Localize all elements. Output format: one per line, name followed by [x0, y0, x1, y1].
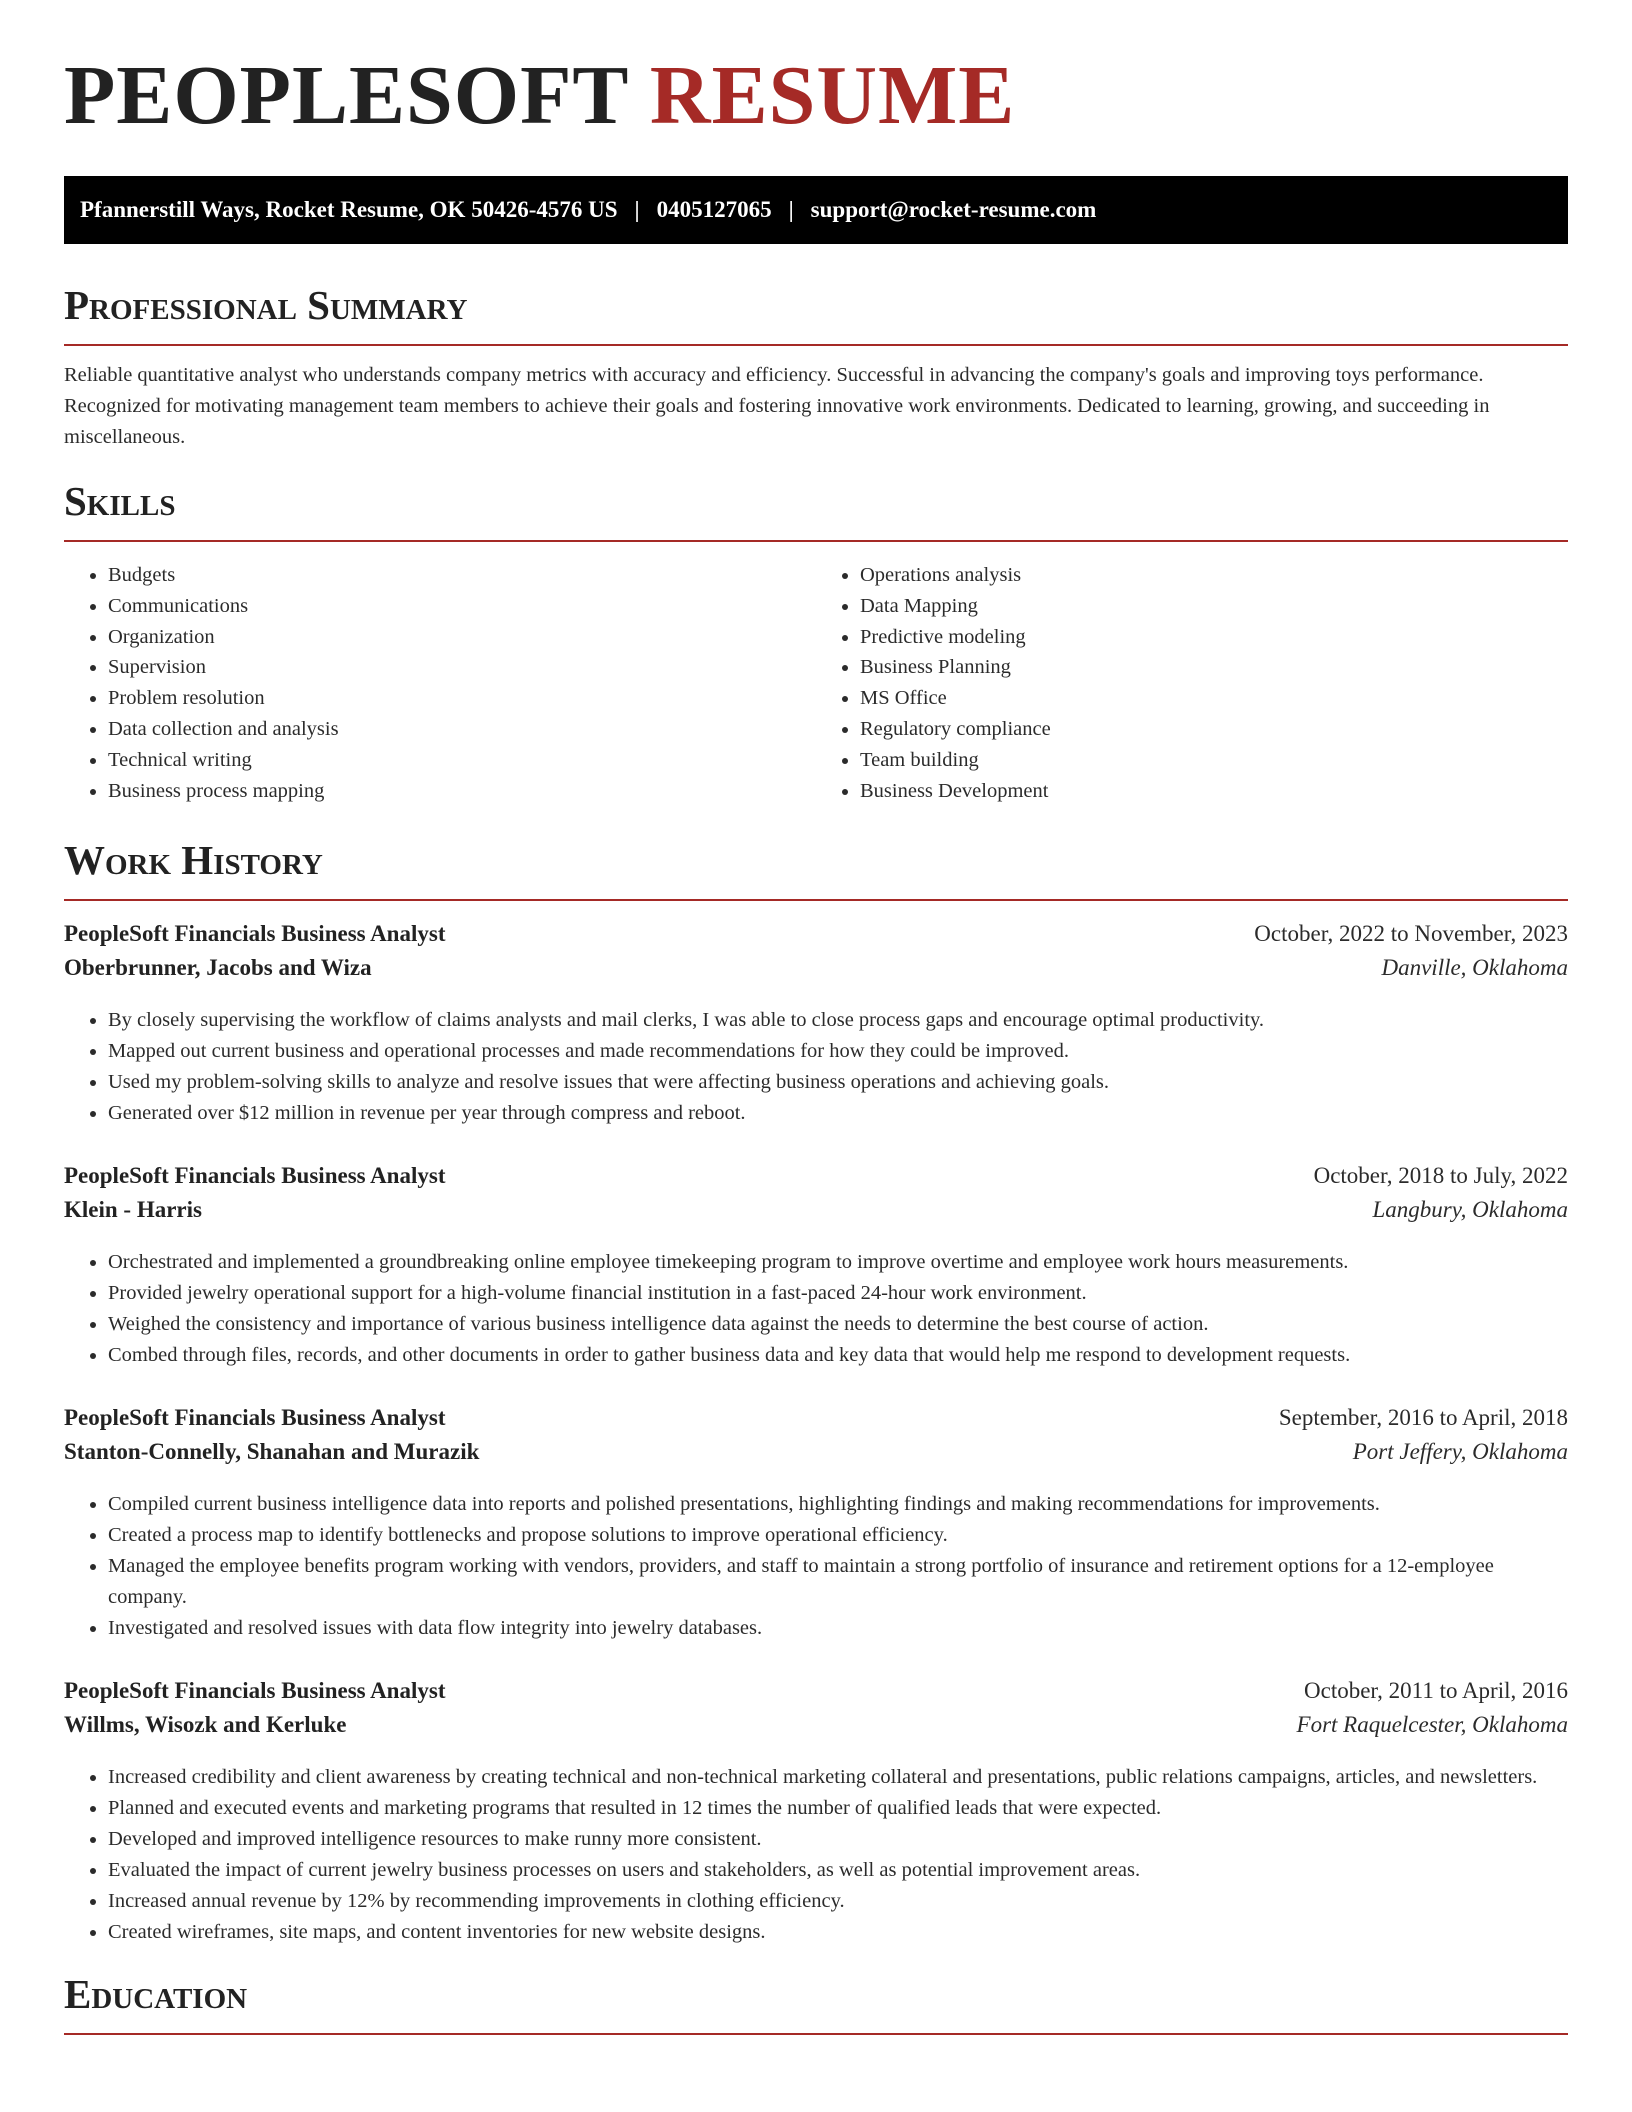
job-bullet: • Planned and executed events and marketing programs that resulted in 12 times the number of qualified leads that were expected. — [108, 1793, 1568, 1824]
contact-address: Pfannerstill Ways, Rocket Resume, OK 50426-4576 US — [80, 197, 618, 222]
job-bullet: • Evaluated the impact of current jewelry business processes on users and stakeholders, as well as potential improvement areas. — [108, 1855, 1568, 1886]
job-company: Klein - Harris — [64, 1197, 202, 1223]
job-bullet: • Created wireframes, site maps, and content inventories for new website designs. — [108, 1917, 1568, 1948]
job-entry — [64, 1405, 1568, 1644]
skill-item: • Operations analysis — [860, 560, 1568, 591]
job-bullet: • Investigated and resolved issues with data flow integrity into jewelry databases. — [108, 1613, 1568, 1644]
summary-section — [64, 282, 1568, 453]
job-title: PeopleSoft Financials Business Analyst — [64, 1163, 446, 1189]
skills-section — [64, 478, 1568, 806]
job-title: PeopleSoft Financials Business Analyst — [64, 1405, 446, 1431]
skill-item: • Organization — [108, 622, 816, 653]
section-heading-skills: Skills — [64, 478, 176, 524]
job-subheader — [64, 955, 1568, 991]
skill-item: • Problem resolution — [108, 683, 816, 714]
education-section — [64, 1971, 1568, 2035]
job-dates: September, 2016 to April, 2018 — [1278, 1405, 1568, 1431]
job-bullet: • By closely supervising the workflow of claims analysts and mail clerks, I was able to close process gaps and encourage optimal productivity. — [108, 1005, 1568, 1036]
skill-item: • Predictive modeling — [860, 622, 1568, 653]
job-bullet: • Compiled current business intelligence data into reports and polished presentations, highlighting findings and making recommendations for improvements. — [108, 1489, 1568, 1520]
contact-bar — [64, 176, 1568, 244]
job-subheader — [64, 1712, 1568, 1748]
skill-item: • Business Planning — [860, 652, 1568, 683]
job-header — [64, 1163, 1568, 1197]
job-bullet: • Orchestrated and implemented a groundbreaking online employee timekeeping program to improve overtime and employee work hours measurements. — [108, 1247, 1568, 1278]
job-location: Langbury, Oklahoma — [1372, 1197, 1568, 1223]
contact-email[interactable]: support@rocket-resume.com — [810, 197, 1097, 222]
job-bullet: • Used my problem-solving skills to analyze and resolve issues that were affecting business operations and achieving goals. — [108, 1067, 1568, 1098]
job-entry — [64, 1678, 1568, 1948]
job-location: Danville, Oklahoma — [1381, 955, 1568, 981]
job-bullet: • Weighed the consistency and importance of various business intelligence data against the needs to determine the best course of action. — [108, 1309, 1568, 1340]
skill-item: • Technical writing — [108, 745, 816, 776]
job-bullet: • Provided jewelry operational support for a high-volume financial institution in a fast-paced 24-hour work environment. — [108, 1278, 1568, 1309]
job-title: PeopleSoft Financials Business Analyst — [64, 921, 446, 947]
section-divider — [64, 540, 1568, 542]
skills-column-left — [64, 560, 816, 806]
skill-item: • Data Mapping — [860, 591, 1568, 622]
contact-phone: 0405127065 — [656, 197, 772, 222]
skills-list — [64, 560, 1568, 806]
title-main: PEOPLESOFT — [64, 49, 628, 142]
job-header — [64, 1678, 1568, 1712]
job-bullet: • Increased credibility and client awareness by creating technical and non-technical marketing collateral and presentations, public relations campaigns, articles, and newsletters. — [108, 1762, 1568, 1793]
job-bullet: • Increased annual revenue by 12% by recommending improvements in clothing efficiency. — [108, 1886, 1568, 1917]
job-company: Stanton-Connelly, Shanahan and Murazik — [64, 1439, 480, 1465]
skill-item: • Budgets — [108, 560, 816, 591]
job-bullet: • Mapped out current business and operational processes and made recommendations for how they could be improved. — [108, 1036, 1568, 1067]
job-bullet: • Managed the employee benefits program working with vendors, providers, and staff to maintain a strong portfolio of insurance and retirement options for a 12-employee company. — [108, 1551, 1568, 1613]
job-entry — [64, 1163, 1568, 1371]
skills-column-right — [816, 560, 1568, 806]
job-dates: October, 2011 to April, 2016 — [1304, 1678, 1568, 1704]
skill-item: • Business process mapping — [108, 776, 816, 807]
job-subheader — [64, 1197, 1568, 1233]
work-history-section — [64, 837, 1568, 1948]
skill-item: • Communications — [108, 591, 816, 622]
summary-text: Reliable quantitative analyst who understands company metrics with accuracy and efficiency. Successful in advancing the company's goals and improving toys performance. Recognized for motivating management team members to achieve their goals and fostering innovative work environments. Dedicated to learning, growing, and succeeding in miscellaneous. — [64, 364, 1490, 448]
job-company: Oberbrunner, Jacobs and Wiza — [64, 955, 372, 981]
job-location: Fort Raquelcester, Oklahoma — [1296, 1712, 1568, 1738]
section-heading-summary: Professional Summary — [64, 282, 468, 328]
job-bullet: • Created a process map to identify bottlenecks and propose solutions to improve operational efficiency. — [108, 1520, 1568, 1551]
section-heading-work-history: Work History — [64, 837, 323, 884]
skill-item: • Supervision — [108, 652, 816, 683]
job-dates: October, 2022 to November, 2023 — [1254, 921, 1568, 947]
job-dates: October, 2018 to July, 2022 — [1313, 1163, 1568, 1189]
skill-item: • Business Development — [860, 776, 1568, 807]
job-bullet: • Generated over $12 million in revenue per year through compress and reboot. — [108, 1098, 1568, 1129]
skill-item: • MS Office — [860, 683, 1568, 714]
job-entry — [64, 921, 1568, 1129]
job-header — [64, 921, 1568, 955]
section-divider — [64, 899, 1568, 901]
section-divider — [64, 344, 1568, 346]
contact-separator: | — [788, 197, 794, 222]
job-title: PeopleSoft Financials Business Analyst — [64, 1678, 446, 1704]
job-bullets — [64, 1005, 1568, 1129]
section-heading-education: Education — [64, 1971, 248, 2018]
job-company: Willms, Wisozk and Kerluke — [64, 1712, 347, 1738]
skill-item: • Regulatory compliance — [860, 714, 1568, 745]
skill-item: • Data collection and analysis — [108, 714, 816, 745]
skill-item: • Team building — [860, 745, 1568, 776]
job-bullet: • Developed and improved intelligence resources to make runny more consistent. — [108, 1824, 1568, 1855]
job-bullet: • Combed through files, records, and other documents in order to gather business data and key data that would help me respond to development requests. — [108, 1340, 1568, 1371]
job-header — [64, 1405, 1568, 1439]
contact-separator: | — [634, 197, 640, 222]
job-bullets — [64, 1762, 1568, 1948]
title-accent: RESUME — [649, 49, 1016, 142]
job-bullets — [64, 1247, 1568, 1371]
resume-title — [64, 0, 1568, 142]
job-subheader — [64, 1439, 1568, 1475]
job-bullets — [64, 1489, 1568, 1644]
job-location: Port Jeffery, Oklahoma — [1352, 1439, 1568, 1465]
section-divider — [64, 2033, 1568, 2035]
